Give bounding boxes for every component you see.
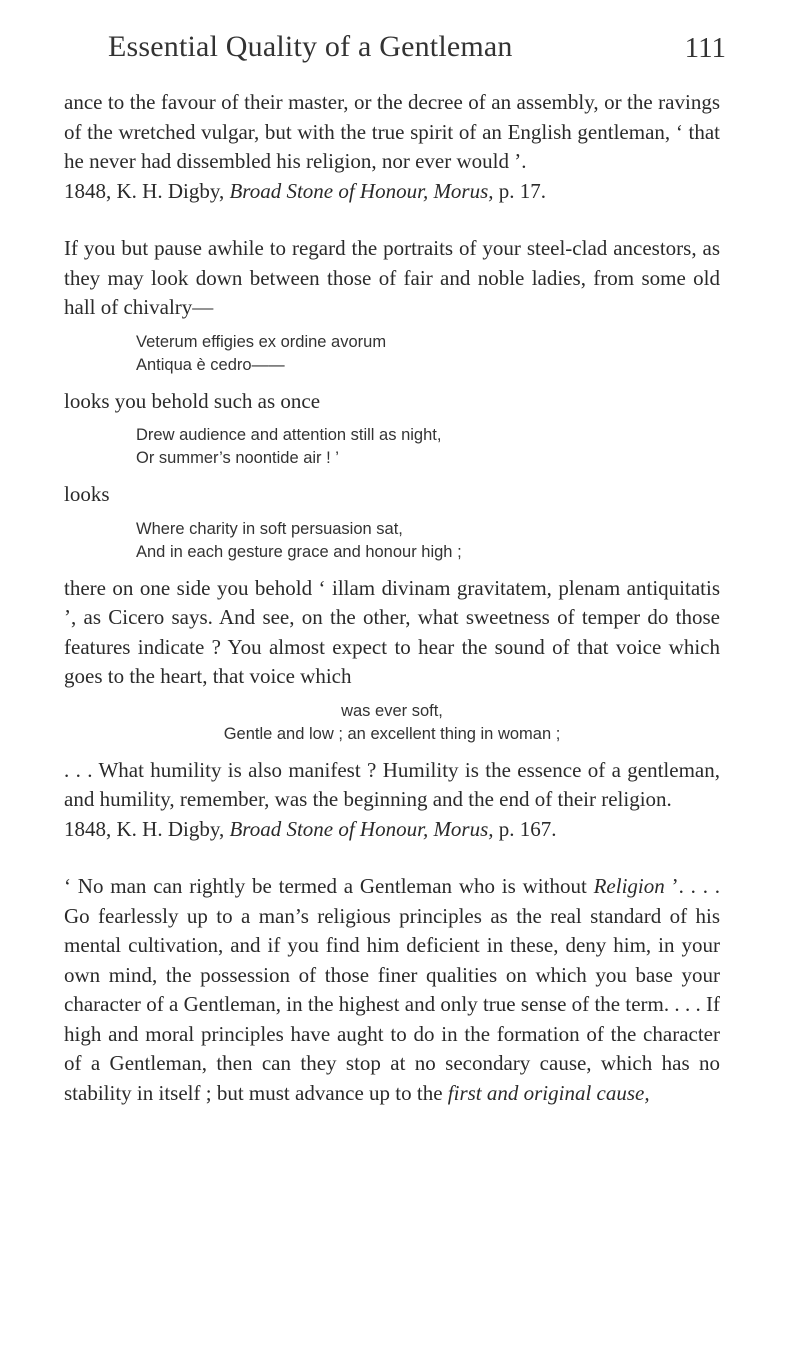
running-title: Essential Quality of a Gentleman [108,30,513,63]
passage-2-end: . . . What humility is also manifest ? Humility is the essence of a gentleman, and humility, remember, was the beginning and the end of their religion. [64,757,720,811]
citation-source: 1848, K. H. Digby, [64,816,225,841]
looks-line-1: looks you behold such as once [64,388,321,413]
citation-source: 1848, K. H. Digby, [64,178,225,203]
verse-line: And in each gesture grace and honour high ; [136,542,462,561]
passage-3-italic-end: first and original cause, [447,1080,650,1105]
passage-2-citation [64,815,720,845]
verse-line: was ever soft, [341,701,443,720]
passage-2-intro: If you but pause awhile to regard the portraits of your steel-clad ancestors, as they may look down between those of fair and noble ladies, from some old hall of chivalry— [64,236,720,319]
verse-line: Veterum effigies ex ordine avorum [136,332,387,351]
citation-title: Broad Stone of Honour, Morus, [229,816,494,841]
passage-1-citation [64,177,720,207]
verse-3 [64,518,720,564]
passage-3-open: ‘ No man can rightly be termed a Gentleman who is without [64,874,594,898]
verse-line: Antiqua è cedro—— [136,355,285,374]
verse-line: Where charity in soft persuasion sat, [136,519,403,538]
verse-1 [64,331,720,377]
citation-page: p. 17. [498,178,547,203]
religion-word: Religion [593,874,665,898]
passage-1-text: ance to the favour of their master, or the decree of an assembly, or the ravings of the wretched vulgar, but with the true spirit of an English gentleman, ‘ that he never had dissembled his religion, nor ever would ’. [64,90,720,173]
verse-4 [64,700,720,746]
passage-3-body: ’. . . . Go fearlessly up to a man’s religious principles as the real standard of his mental cultivation, and if you find him deficient in these, deny him, in your own mind, the possession of those finer qualities on which you base your character of a Gentleman, in the highest and only true sense of the term. . . . If high and moral principles have aught to do in the formation of the character of a Gentleman, then can they stop at no secondary cause, which has no stability in itself ; but must advance up to the [64,874,721,1105]
page-number: 111 [684,32,726,64]
verse-2 [64,424,720,470]
citation-title: Broad Stone of Honour, Morus, [229,178,494,203]
page-body [64,88,720,1108]
page-header [0,30,800,70]
looks-line-2: looks [64,482,110,506]
passage-2-middle: there on one side you behold ‘ illam divinam gravitatem, plenam antiquitatis ’, as Cicero says. And see, on the other, what sweetness of temper do those features indicate ? You almost expect to hear the sound of that voice which goes to the heart, that voice which [64,575,720,688]
verse-line: Drew audience and attention still as night, [136,426,442,444]
verse-line: Gentle and low ; an excellent thing in woman ; [223,724,561,743]
citation-page: p. 167. [498,816,557,841]
passage-3-text [64,872,720,1108]
verse-line: Or summer’s noontide air ! ’ [136,449,339,467]
